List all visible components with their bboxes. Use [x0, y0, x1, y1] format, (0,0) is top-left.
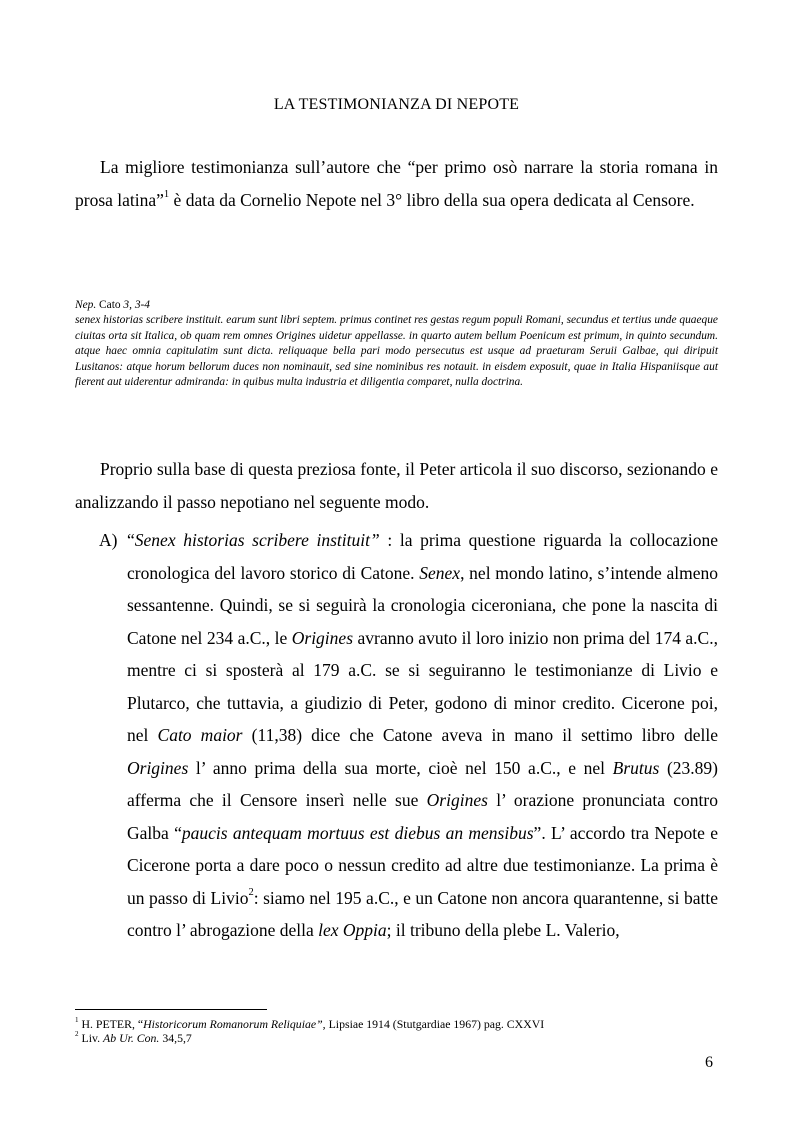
- footnote-number: 1: [75, 1016, 79, 1025]
- quotation-ref-passage: 3, 3-4: [123, 299, 150, 311]
- item-italic: Senex: [419, 562, 461, 583]
- footnote-number: 2: [75, 1030, 79, 1039]
- footnote-italic: Ab Ur. Con.: [103, 1031, 160, 1045]
- item-italic: Origines: [426, 790, 488, 810]
- item-quote-text: Senex historias scribere instituit”: [134, 530, 380, 550]
- item-text: ; il tribuno della plebe L. Valerio,: [386, 920, 620, 940]
- item-italic: paucis antequam mortuus est diebus an mensibus: [181, 822, 534, 843]
- item-quote-open: “: [127, 530, 135, 550]
- footnote-text: H. PETER, “: [78, 1017, 144, 1031]
- intro-text-1: La migliore testimonianza sull’autore che “per primo osò narrare la storia romana in prosa latina”: [75, 157, 718, 210]
- footnote-text: Liv.: [78, 1031, 104, 1045]
- item-italic: lex Oppia: [318, 920, 387, 940]
- footnote-text: Lipsiae 1914 (Stutgardiae 1967) pag. CXXVI: [325, 1017, 545, 1031]
- quotation-reference: [75, 298, 718, 313]
- item-italic: Origines: [291, 627, 353, 648]
- item-text: (23.89) afferma che il Censore inserì nelle sue: [127, 757, 719, 810]
- list-marker: A): [99, 530, 118, 550]
- item-text: , nel mondo latino, s’intende almeno sessantenne. Quindi, se si seguirà la cronologia ciceroniana, che pone la nascita di Catone nel 234 a.C., le: [127, 562, 718, 648]
- quotation-ref-work: Cato: [96, 299, 124, 311]
- latin-quotation: [75, 298, 718, 390]
- list-item-a: [99, 524, 719, 947]
- page-title: LA TESTIMONIANZA DI NEPOTE: [273, 96, 520, 113]
- footnote-1: [75, 1017, 718, 1031]
- footnote-text: 34,5,7: [159, 1031, 192, 1045]
- page-number: 6: [705, 1054, 713, 1071]
- item-italic: Cato maior: [157, 725, 243, 745]
- footnote-italic: Historicorum Romanorum Reliquiae”,: [143, 1017, 326, 1031]
- footnote-separator: [75, 1009, 267, 1010]
- quotation-body: [75, 313, 718, 390]
- intro-text-2: è data da Cornelio Nepote nel 3° libro della sua opera dedicata al Censore.: [169, 189, 695, 210]
- footnote-2: [75, 1031, 718, 1045]
- item-text: avranno avuto il loro inizio non prima del 174 a.C., mentre ci si sposterà al 179 a.C. se si seguiranno le testimonianze di Livio e Plutarco, che tuttavia, a giudizio di Peter, godono di minor credito. Cicerone poi, nel: [127, 627, 718, 745]
- footnote-ref-2[interactable]: 2: [248, 887, 254, 899]
- item-text: l’ anno prima della sua morte, cioè nel 150 a.C., e nel: [188, 757, 613, 778]
- item-italic: Origines: [127, 757, 189, 778]
- item-italic: Brutus: [612, 757, 660, 778]
- intro-paragraph: [75, 151, 718, 216]
- item-text: : la prima questione riguarda la collocazione cronologica del lavoro storico di Catone.: [127, 530, 719, 583]
- item-text: (11,38) dice che Catone aveva in mano il settimo libro delle: [242, 725, 718, 745]
- footnote-ref-1[interactable]: 1: [163, 189, 170, 201]
- quotation-ref-author: Nep.: [75, 299, 97, 311]
- proprio-paragraph: Proprio sulla base di questa preziosa fonte, il Peter articola il suo discorso, sezionando e analizzando il passo nepotiano nel seguente modo.: [75, 459, 718, 512]
- quotation-text: senex historias scribere instituit. earum sunt libri septem. primus continet res gestas regum populi Romani, secundus et tertius unde quaeque ciuitas orta sit Italica, ob quam rem omnes Origines uidetur appellasse. in quarto autem bellum Poenicum est primum, in quinto secundum. atque haec omnia capitulatim sunt dicta. reliquaque bella pari modo persecutus est usque ad praeturam Seruii Galbae, qui diripuit Lusitanos: atque horum bellorum duces non nominauit, sed sine nominibus res notauit. in eisdem exposuit, quae in Italia Hispaniisque aut fierent aut uiderentur admiranda: in quibus multa industria et diligentia comparet, nulla doctrina.: [75, 314, 718, 389]
- item-text: l’ orazione pronunciata contro Galba “: [127, 790, 718, 843]
- item-text: ”. L’ accordo tra Nepote e Cicerone porta a dare poco o nessun credito ad altre due testimonianze. La prima è un passo di Livio: [127, 822, 718, 908]
- item-text: : siamo nel 195 a.C., e un Catone non ancora quarantenne, si batte contro l’ abrogazione della: [127, 887, 718, 940]
